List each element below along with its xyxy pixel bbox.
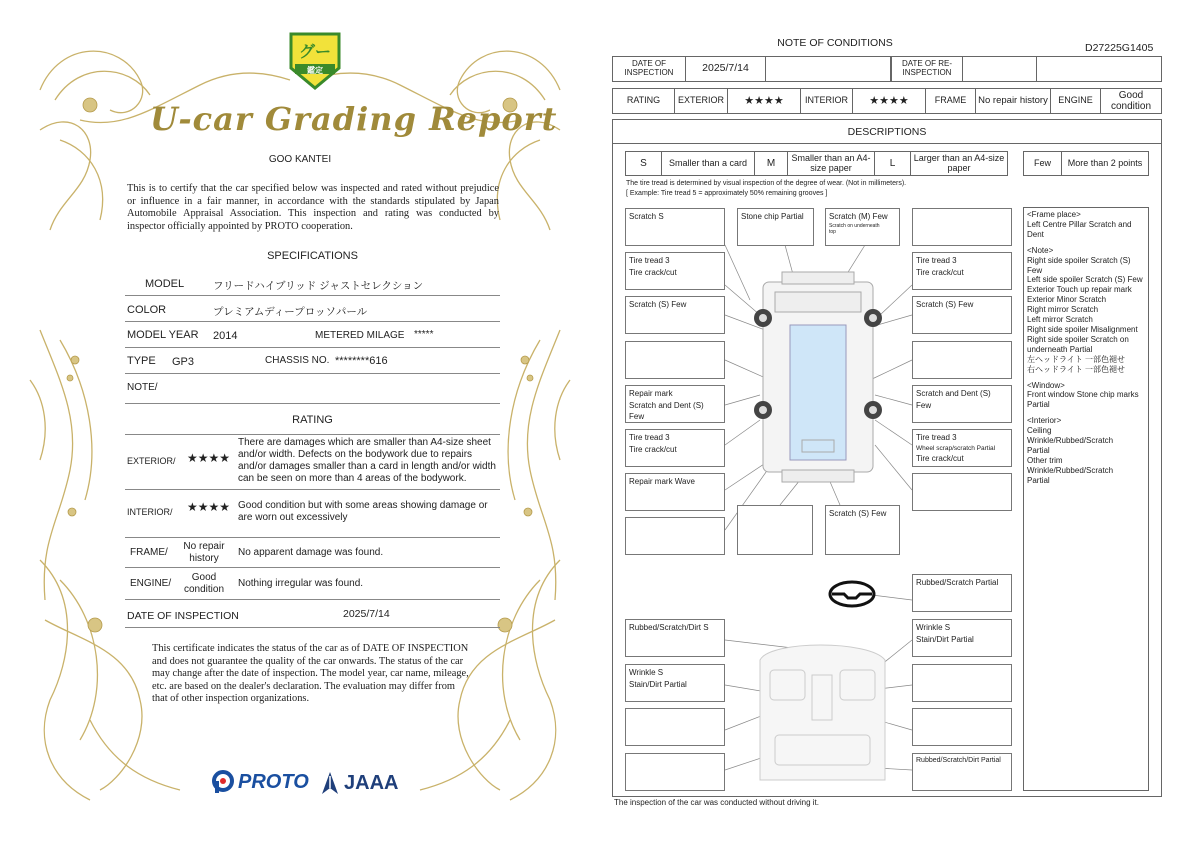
legend-l: L [875, 152, 911, 175]
spec-row-model [125, 270, 500, 296]
note-box: Scratch S [625, 208, 725, 246]
frame-label: FRAME/ [130, 547, 168, 558]
rating-row-date [125, 600, 500, 628]
side-note-line: 左ヘッドライト 一部色褪せ [1027, 354, 1125, 364]
legend-l-desc: Larger than an A4-size paper [913, 152, 1005, 173]
interior-stars: ★★★★ [853, 89, 926, 113]
note-box [737, 505, 813, 555]
date-value: 2025/7/14 [343, 608, 390, 620]
engine-label: ENGINE [1051, 89, 1101, 113]
note-box: Wrinkle S Stain/Dirt Partial [912, 619, 1012, 657]
note-box [625, 708, 725, 746]
side-note-line: Exterior Touch up repair mark [1027, 285, 1132, 295]
footer-note: The inspection of the car was conducted without driving it. [614, 798, 819, 807]
interior-stars: ★★★★ [187, 500, 231, 514]
legend-m-desc: Smaller than an A4-size paper [788, 152, 875, 175]
note-box [912, 664, 1012, 702]
side-note-line: Front window Stone chip marks [1027, 390, 1139, 400]
frame-value: No repair history [183, 541, 225, 564]
side-note-line: Right mirror Scratch [1027, 305, 1099, 315]
side-note-line: Exterior Minor Scratch [1027, 295, 1107, 305]
legend-s-desc: Smaller than a card [662, 152, 755, 175]
note-box: Scratch (S) Few [825, 505, 900, 555]
side-note-line: Left mirror Scratch [1027, 315, 1093, 325]
legend-m: M [755, 152, 788, 175]
side-note-line: Wrinkle/Rubbed/Scratch [1027, 465, 1114, 475]
date-label: DATE OF INSPECTION [127, 610, 239, 622]
engine-label: ENGINE/ [130, 578, 172, 589]
svg-text:鑑定: 鑑定 [307, 66, 323, 75]
exterior-label: EXTERIOR/ [127, 456, 176, 466]
side-note-line: Partial [1027, 445, 1050, 455]
note-box: Scratch (S) Few [912, 296, 1012, 334]
side-note-line: Ceiling [1027, 426, 1052, 436]
specifications-heading: SPECIFICATIONS [267, 250, 358, 262]
interior-description: Good condition but with some areas showing damage or are worn out excessively [238, 500, 488, 523]
type-label: TYPE [127, 355, 156, 367]
note-box [625, 341, 725, 379]
model-value: フリードハイブリッド ジャストセレクション [213, 280, 424, 292]
proto-mark-icon [212, 770, 234, 794]
rating-row-interior [125, 490, 500, 538]
note-box [912, 208, 1012, 246]
side-note-line: <Note> [1027, 245, 1054, 255]
note-box [625, 517, 725, 555]
note-box: Rubbed/Scratch Partial [912, 574, 1012, 612]
note-box [912, 473, 1012, 511]
tread-example: [ Example: Tire tread 5 = approximately 50% remaining grooves ] [626, 190, 828, 197]
note-box: Scratch (S) Few [625, 296, 725, 334]
rating-heading: RATING [292, 414, 333, 426]
note-box: Tire tread 3 Tire crack/cut [912, 252, 1012, 290]
side-note-line: Other trim [1027, 455, 1063, 465]
side-notes-panel [1023, 207, 1149, 791]
model-year-value: 2014 [213, 330, 238, 342]
date-of-inspection-value: 2025/7/14 [686, 57, 766, 81]
side-note-line: Right side spoiler Misalignment [1027, 324, 1138, 334]
type-value: GP3 [172, 356, 195, 368]
proto-logo [212, 770, 309, 794]
report-subtitle: GOO KANTEI [268, 154, 332, 165]
model-label: MODEL [145, 278, 185, 290]
report-title: U-car Grading Report [150, 100, 558, 138]
note-label: NOTE/ [127, 382, 158, 393]
note-box: Stone chip Partial [737, 208, 814, 246]
note-box: Tire tread 3 Tire crack/cut [625, 252, 725, 290]
report-code: D27225G1405 [1085, 42, 1154, 54]
spec-row-note [125, 374, 500, 404]
mileage-label: METERED MILAGE [315, 330, 405, 341]
interior-label: INTERIOR [801, 89, 853, 113]
svg-text:グー: グー [298, 42, 332, 61]
frame-value: No repair history [976, 89, 1051, 113]
legend-s: S [626, 152, 662, 175]
certification-text: This is to certify that the car specified below was inspected and rated without prejudice or influence in a fair manner, in accordance with the standards stipulated by Japan Automobile Appraisal Association. This inspection and rating was conducted by inspector officially appointed by PROTO cooperation. [127, 183, 499, 232]
legend-few-desc: More than 2 points [1067, 157, 1143, 168]
note-box: Scratch and Dent (S) Few [912, 385, 1012, 423]
date-of-reinspection-label: DATE OF RE-INSPECTION [891, 57, 963, 81]
spec-row-color [125, 296, 500, 322]
steering-wheel-icon [830, 582, 874, 606]
note-of-conditions-sheet [600, 0, 1200, 848]
side-note-line: Wrinkle/Rubbed/Scratch [1027, 436, 1114, 446]
chassis-label: CHASSIS NO. [265, 355, 330, 366]
side-note-line: Right side spoiler Scratch (S) [1027, 255, 1131, 265]
rating-row-frame [125, 538, 500, 568]
side-note-line: <Interior> [1027, 416, 1062, 426]
side-note-line: Dent [1027, 229, 1044, 239]
car-interior-view [760, 645, 885, 780]
spec-row-type [125, 348, 500, 374]
legend-few: Few [1024, 152, 1062, 175]
exterior-description: There are damages which are smaller than A4-size sheet and/or width. Defects on the bodywork due to repairs and/or damages smaller than a card in length and/or width can be seen on more than 4 areas of the bodywork. [238, 437, 496, 484]
note-box [912, 341, 1012, 379]
note-box: Rubbed/Scratch/Dirt S [625, 619, 725, 657]
frame-description: No apparent damage was found. [238, 547, 384, 558]
exterior-label: EXTERIOR [675, 89, 728, 113]
car-top-view [763, 272, 873, 482]
note-box: Scratch (M) Few Scratch on underneath top [825, 208, 900, 246]
descriptions-heading: DESCRIPTIONS [612, 119, 1162, 144]
rating-label: RATING [613, 89, 675, 113]
note-box [625, 753, 725, 791]
note-box: Repair mark Scratch and Dent (S) Few [625, 385, 725, 423]
color-value: プレミアムディープロッソパール [213, 306, 368, 318]
spec-row-model-year [125, 322, 500, 348]
rating-row-exterior [125, 434, 500, 490]
jaaa-mark-icon [320, 770, 340, 796]
tread-note: The tire tread is determined by visual inspection of the degree of wear. (Not in millimeters). [626, 180, 907, 187]
note-box: Repair mark Wave [625, 473, 725, 511]
note-box: Tire tread 3 Wheel scrap/scratch Partial Tire crack/cut [912, 429, 1012, 467]
jaaa-logo [320, 770, 398, 796]
side-note-line: Left Centre Pillar Scratch and [1027, 219, 1132, 229]
mileage-value: ***** [414, 329, 434, 340]
disclaimer-text: This certificate indicates the status of the car as of DATE OF INSPECTION and does not guarantee the quality of the car onwards. The status of the car may change after the date of inspection. The model year, car name, mileage, etc. are based on the dealer's declaration. The evaluation may differ from that of other inspection organizations. [152, 643, 469, 705]
note-box: Tire tread 3 Tire crack/cut [625, 429, 725, 467]
color-label: COLOR [127, 304, 167, 316]
frame-label: FRAME [926, 89, 976, 113]
engine-value: Good condition [1110, 90, 1152, 112]
exterior-stars: ★★★★ [187, 451, 231, 465]
side-note-line: underneath Partial [1027, 344, 1093, 354]
exterior-stars: ★★★★ [728, 89, 801, 113]
chassis-value: ********616 [335, 355, 388, 367]
note-box [912, 708, 1012, 746]
side-note-line: <Window> [1027, 380, 1065, 390]
engine-description: Nothing irregular was found. [238, 578, 364, 589]
note-box: Wrinkle S Stain/Dirt Partial [625, 664, 725, 702]
side-note-line: <Frame place> [1027, 210, 1081, 219]
side-note-line: Partial [1027, 475, 1050, 485]
side-note-line: Partial [1027, 400, 1050, 410]
date-of-inspection-label: DATE OF INSPECTION [613, 57, 686, 81]
side-note-line: Few [1027, 265, 1043, 275]
proto-wordmark: PROTO [238, 770, 309, 793]
conditions-title: NOTE OF CONDITIONS [777, 37, 893, 49]
interior-label: INTERIOR/ [127, 507, 173, 517]
side-note-line: 右ヘッドライト 一部色褪せ [1027, 364, 1125, 374]
model-year-label: MODEL YEAR [127, 329, 199, 341]
engine-value: Good condition [183, 572, 225, 595]
goo-kantei-logo [287, 30, 343, 92]
side-note-line: Left side spoiler Scratch (S) Few [1027, 275, 1143, 285]
note-box: Rubbed/Scratch/Dirt Partial [912, 753, 1012, 791]
jaaa-wordmark: JAAA [344, 771, 399, 794]
rating-row-engine [125, 568, 500, 600]
side-note-line: Right side spoiler Scratch on [1027, 334, 1129, 344]
